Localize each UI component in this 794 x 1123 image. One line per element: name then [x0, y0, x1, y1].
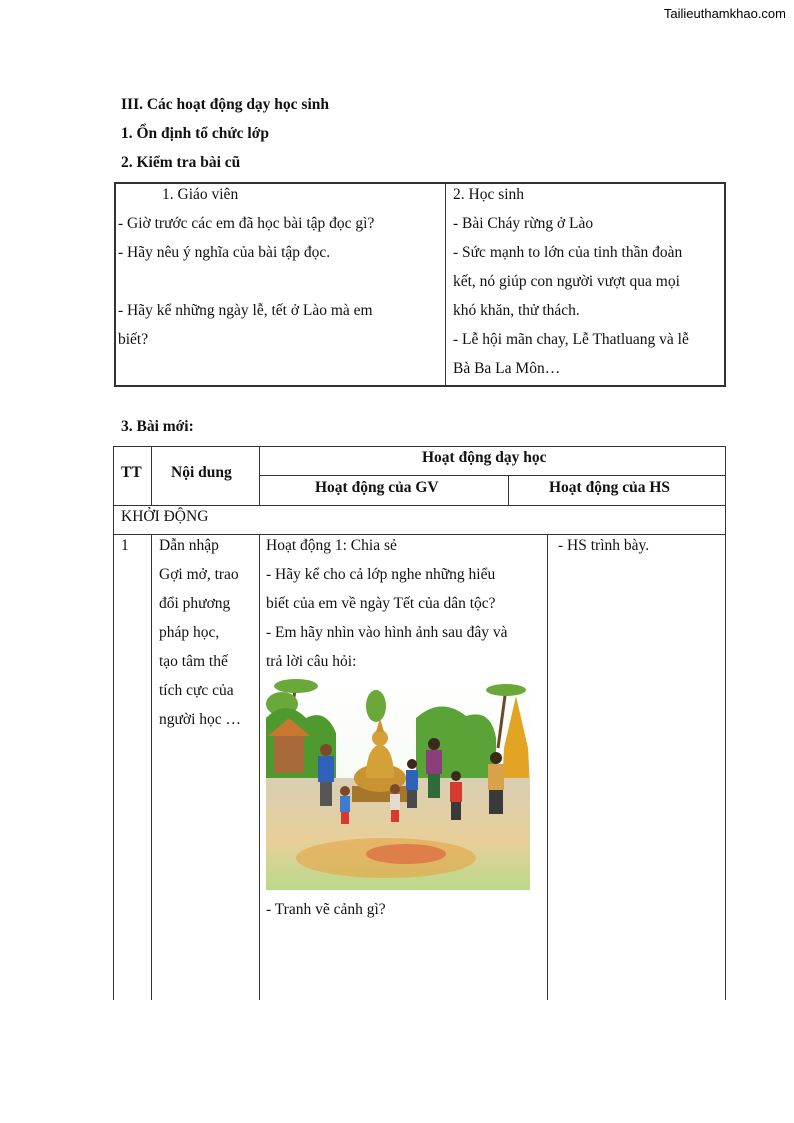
section-row-warmup: KHỞI ĐỘNG	[121, 508, 209, 525]
table-border	[259, 446, 260, 505]
table-border	[259, 475, 726, 476]
table-border	[113, 446, 726, 447]
student-line: - Sức mạnh to lớn của tinh thần đoàn	[453, 244, 683, 261]
content-line: Dẫn nhập	[159, 537, 219, 554]
teacher-line: - Giờ trước các em đã học bài tập đọc gì?	[118, 215, 375, 232]
table-border	[113, 446, 114, 1000]
col-header-tt: TT	[121, 464, 142, 481]
gv-line: - Em hãy nhìn vào hình ảnh sau đây và	[266, 624, 508, 641]
gv-activity-title: Hoạt động 1: Chia sẻ	[266, 537, 397, 554]
teacher-line: - Hãy nêu ý nghĩa của bài tập đọc.	[118, 244, 331, 261]
teacher-line: - Hãy kể những ngày lễ, tết ở Lào mà em	[118, 302, 373, 319]
gv-line: biết của em về ngày Tết của dân tộc?	[266, 595, 496, 612]
student-line: - Bài Cháy rừng ở Lào	[453, 215, 594, 232]
review-table	[114, 182, 726, 387]
table-border	[259, 534, 260, 1000]
content-line: tích cực của	[159, 682, 234, 699]
table-border	[508, 475, 509, 505]
heading-new-lesson: 3. Bài mới:	[121, 418, 194, 435]
heading-stabilize-class: 1. Ổn định tổ chức lớp	[121, 125, 269, 142]
section-heading: III. Các hoạt động dạy học sinh	[121, 96, 330, 113]
teacher-column	[115, 183, 446, 386]
teacher-header: 1. Giáo viên	[162, 186, 239, 203]
student-line: khó khăn, thử thách.	[453, 302, 580, 319]
student-line: kết, nó giúp con người vượt qua mọi	[453, 273, 680, 290]
content-line: đổi phương	[159, 595, 231, 612]
table-border	[725, 446, 726, 1000]
teacher-line: biết?	[118, 331, 149, 348]
table-border	[113, 534, 726, 535]
heading-review: 2. Kiểm tra bài cũ	[121, 154, 241, 171]
content-line: pháp học,	[159, 624, 220, 641]
student-line: - Lễ hội mãn chay, Lễ Thatluang và lễ	[453, 331, 689, 348]
row-number: 1	[121, 537, 129, 554]
table-border	[151, 446, 152, 505]
gv-line: trả lời câu hỏi:	[266, 653, 357, 670]
gv-question: - Tranh vẽ cảnh gì?	[266, 901, 386, 918]
col-header-activities: Hoạt động dạy học	[422, 449, 547, 466]
temple-festival-illustration	[266, 678, 530, 890]
col-header-gv: Hoạt động của GV	[315, 479, 439, 496]
student-column	[446, 183, 725, 386]
table-border	[113, 505, 726, 506]
content-line: người học …	[159, 711, 242, 728]
table-border	[547, 534, 548, 1000]
content-line: tạo tâm thế	[159, 653, 228, 670]
col-header-content: Nội dung	[171, 464, 232, 481]
col-header-hs: Hoạt động của HS	[549, 479, 671, 496]
student-line: Bà Ba La Môn…	[453, 360, 561, 377]
watermark: Tailieuthamkhao.com	[663, 6, 786, 21]
table-border	[151, 534, 152, 1000]
hs-response: - HS trình bày.	[558, 537, 650, 554]
gv-line: - Hãy kể cho cả lớp nghe những hiểu	[266, 566, 496, 583]
content-line: Gợi mở, trao	[159, 566, 239, 583]
student-header: 2. Học sinh	[453, 186, 525, 203]
